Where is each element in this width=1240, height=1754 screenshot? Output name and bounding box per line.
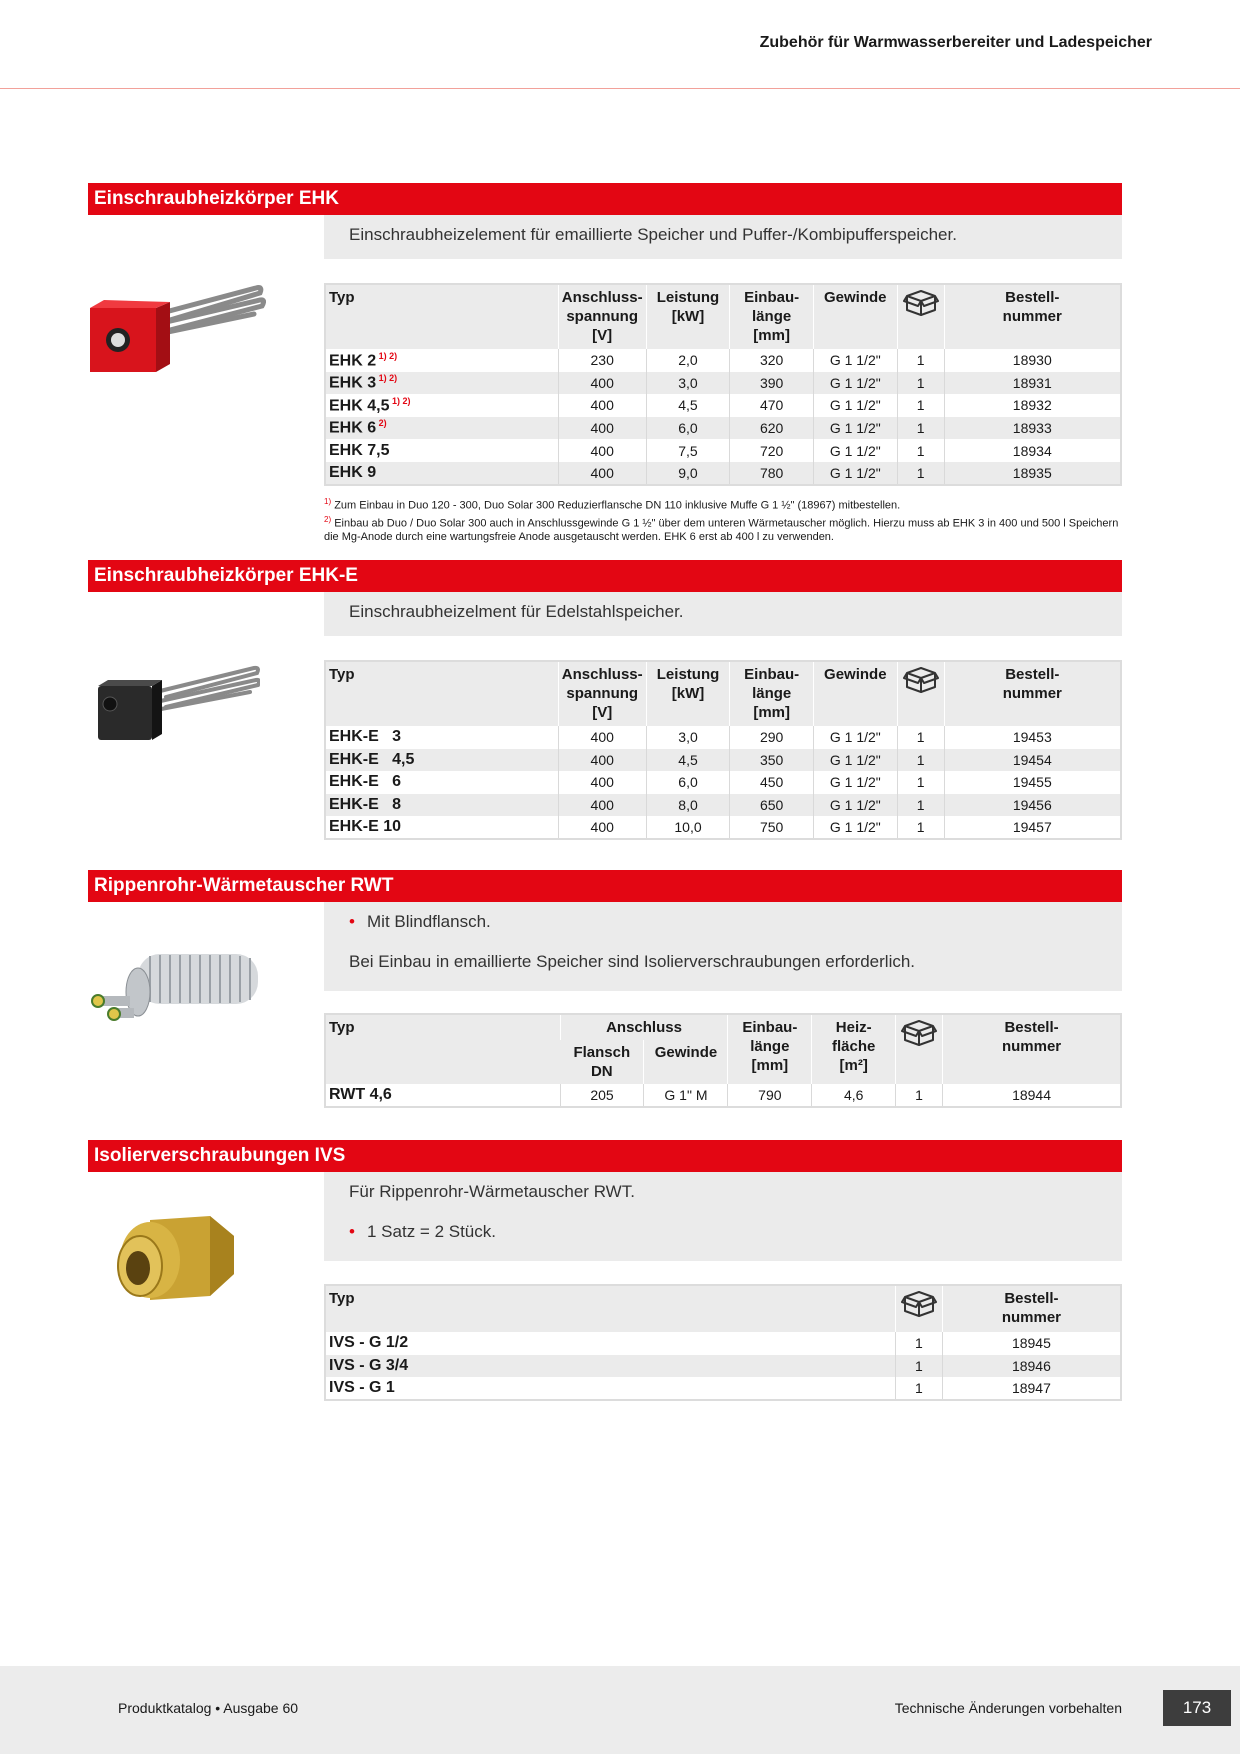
footnote-1: $^{1)}$ Zum Einbau in Duo 120 - 300, Duo Solar 300 Reduzierflansche DN 110 inklusive Muffe G 1 ½" (18967) mitbestellen. [324,497,901,512]
footnote-ref: 2) [376,418,387,429]
cell-menge: 1 [897,794,944,817]
cell-bestellnummer: 18946 [942,1355,1121,1378]
col-header-flansch: Flansch DN [560,1040,644,1084]
table-row [325,1377,1121,1400]
col-header-gewinde: Gewinde [813,284,897,349]
cell-gewinde: G 1" M [644,1084,728,1107]
cell-typ: EHK-E 10 [329,818,402,836]
cell-laenge: 470 [730,394,814,417]
cell-typ: EHK 3 $^{1) 2)}$ [325,372,558,395]
cell-spannung: 230 [558,349,646,372]
description-text: Einschraubheizelment für Edelstahlspeicher. [349,602,684,621]
col-header-flaeche: Heiz- fläche [m²] [812,1014,896,1084]
col-header-leistung: Leistung [kW] [646,661,730,726]
section-title-ivs: Isolierverschraubungen IVS [88,1140,1122,1172]
cell-bestellnummer: 19455 [944,771,1121,794]
table-row [325,1355,1121,1378]
cell-leistung: 4,5 [646,749,730,772]
cell-leistung: 6,0 [646,771,730,794]
page-number: 173 [1163,1690,1231,1726]
cell-leistung: 7,5 [646,439,730,462]
cell-laenge: 290 [730,726,814,749]
footnote-ref: 1) 2) [376,373,398,384]
ehk-table [324,283,1122,486]
cell-flansch: 205 [560,1084,644,1107]
cell-gewinde: G 1 1/2" [813,726,897,749]
col-header-bestell: Bestell- nummer [944,284,1121,349]
col-header-spannung: Anschluss- spannung [V] [558,284,646,349]
col-header-typ: Typ [325,1014,560,1084]
col-header-typ: Typ [325,284,558,349]
col-header-anschluss: Anschluss [560,1014,728,1040]
cell-typ: RWT 4,6 [329,1085,392,1103]
col-header-typ: Typ [325,661,558,726]
cell-bestellnummer: 19457 [944,816,1121,839]
cell-menge: 1 [895,1355,942,1378]
cell-gewinde: G 1 1/2" [813,816,897,839]
cell-typ: EHK-E 3 [329,728,402,746]
table-row [325,1084,1121,1107]
cell-typ: IVS - G 1/2 [329,1334,409,1352]
col-header-bestell: Bestell- nummer [942,1285,1121,1332]
cell-leistung: 6,0 [646,417,730,440]
cell-leistung: 10,0 [646,816,730,839]
col-header-package [897,284,944,349]
cell-gewinde: G 1 1/2" [813,394,897,417]
ivs-fitting-image [110,1212,240,1312]
col-header-package [895,1285,942,1332]
cell-laenge: 720 [730,439,814,462]
cell-laenge: 750 [730,816,814,839]
cell-menge: 1 [897,394,944,417]
cell-typ: EHK-E 4,5 [325,749,558,772]
ehk-heater-image [88,280,266,380]
table-row [325,726,1121,749]
cell-laenge: 790 [728,1084,812,1107]
cell-laenge: 320 [730,349,814,372]
ivs-table [324,1284,1122,1401]
table-row [325,1332,1121,1355]
table-row [325,749,1121,772]
cell-bestellnummer: 18945 [942,1332,1121,1355]
cell-bestellnummer: 18930 [944,349,1121,372]
cell-spannung: 400 [558,439,646,462]
cell-typ: EHK 6 $^{2)}$ [325,417,558,440]
bullet-item: • 1 Satz = 2 Stück. [349,1222,1097,1242]
cell-bestellnummer: 18932 [944,394,1121,417]
table-row [325,417,1121,440]
description-text: Bei Einbau in emaillierte Speicher sind Isolierverschraubungen erforderlich. [349,952,916,971]
cell-leistung: 4,5 [646,394,730,417]
table-row [325,372,1121,395]
cell-bestellnummer: 18933 [944,417,1121,440]
cell-gewinde: G 1 1/2" [813,349,897,372]
cell-menge: 1 [897,417,944,440]
header-divider [0,88,1240,89]
cell-leistung: 2,0 [646,349,730,372]
table-row [325,794,1121,817]
cell-bestellnummer: 18931 [944,372,1121,395]
col-header-leistung: Leistung [kW] [646,284,730,349]
col-header-laenge: Einbau- länge [mm] [730,661,814,726]
cell-gewinde: G 1 1/2" [813,372,897,395]
cell-menge: 1 [897,349,944,372]
cell-typ: IVS - G 3/4 [325,1355,895,1378]
section-description-rwt [324,902,1122,991]
cell-leistung: 3,0 [646,726,730,749]
cell-spannung: 400 [558,816,646,839]
section-title-ehk: Einschraubheizkörper EHK [88,183,1122,215]
cell-spannung: 400 [558,771,646,794]
col-header-bestell: Bestell- nummer [944,661,1121,726]
bullet-item: • Mit Blindflansch. [349,912,1097,932]
col-header-spannung: Anschluss- spannung [V] [558,661,646,726]
rwt-table [324,1013,1122,1108]
cell-spannung: 400 [558,726,646,749]
cell-spannung: 400 [558,462,646,485]
rwt-heat-exchanger-image [90,950,262,1026]
cell-bestellnummer: 18944 [943,1084,1121,1107]
col-header-gewinde: Gewinde [813,661,897,726]
package-icon [901,1018,937,1046]
col-header-rwt-gewinde: Gewinde [644,1040,728,1084]
cell-bestellnummer: 19454 [944,749,1121,772]
package-icon [903,288,939,316]
cell-laenge: 350 [730,749,814,772]
cell-laenge: 450 [730,771,814,794]
package-icon [903,665,939,693]
cell-typ: EHK-E 6 [329,773,402,791]
cell-typ: EHK 9 [325,462,558,485]
section-title-ehke: Einschraubheizkörper EHK-E [88,560,1122,592]
cell-spannung: 400 [558,372,646,395]
cell-laenge: 620 [730,417,814,440]
cell-bestellnummer: 18935 [944,462,1121,485]
cell-gewinde: G 1 1/2" [813,771,897,794]
cell-leistung: 9,0 [646,462,730,485]
cell-menge: 1 [897,439,944,462]
cell-menge: 1 [897,749,944,772]
cell-typ: EHK-E 8 [325,794,558,817]
cell-menge: 1 [897,462,944,485]
cell-typ: EHK 4,5 $^{1) 2)}$ [329,395,411,415]
table-row [325,462,1121,485]
cell-typ: EHK 7,5 [329,441,390,459]
cell-spannung: 400 [558,794,646,817]
ehk-footnotes [324,495,1122,544]
cell-typ: IVS - G 1 [329,1378,395,1396]
table-row [325,771,1121,794]
col-header-typ: Typ [325,1285,895,1332]
col-header-package [896,1014,943,1084]
table-row [325,394,1121,417]
cell-menge: 1 [895,1377,942,1400]
footnote-2: $^{2)}$ Einbau ab Duo / Duo Solar 300 auch in Anschlussgewinde G 1 ½" über dem unteren Wärmetauscher möglich. Hierzu muss ab EHK 3 in 400 und 500 l Speichern die Mg-Anode durch eine wartungsfreie Anode ausgetauscht werden. EHK 6 erst ab 400 l zu verwenden. [324,514,1119,544]
cell-laenge: 650 [730,794,814,817]
ehke-table [324,660,1122,840]
section-description-ehke [324,592,1122,636]
cell-leistung: 3,0 [646,372,730,395]
cell-gewinde: G 1 1/2" [813,462,897,485]
cell-leistung: 8,0 [646,794,730,817]
cell-menge: 1 [896,1084,943,1107]
cell-menge: 1 [897,816,944,839]
page-header-title: Zubehör für Warmwasserbereiter und Ladespeicher [759,34,1152,51]
cell-laenge: 390 [730,372,814,395]
cell-menge: 1 [895,1332,942,1355]
cell-laenge: 780 [730,462,814,485]
cell-gewinde: G 1 1/2" [813,749,897,772]
section-description-ivs [324,1172,1122,1261]
section-description-ehk [324,215,1122,259]
ehke-heater-image [94,664,260,744]
col-header-bestell: Bestell- nummer [943,1014,1121,1084]
description-text: Für Rippenrohr-Wärmetauscher RWT. [349,1182,635,1201]
footnote-ref: 1) 2) [389,395,411,406]
footer-disclaimer: Technische Änderungen vorbehalten [894,1700,1122,1716]
cell-gewinde: G 1 1/2" [813,417,897,440]
cell-typ: EHK 2 $^{1) 2)}$ [329,350,398,369]
cell-spannung: 400 [558,749,646,772]
section-title-rwt: Rippenrohr-Wärmetauscher RWT [88,870,1122,902]
description-text: Einschraubheizelement für emaillierte Speicher und Puffer-/Kombipufferspeicher. [349,225,957,244]
footer-catalog-edition: Produktkatalog • Ausgabe 60 [118,1700,299,1716]
cell-bestellnummer: 18934 [944,439,1121,462]
cell-gewinde: G 1 1/2" [813,794,897,817]
table-row [325,439,1121,462]
table-row [325,816,1121,839]
col-header-laenge: Einbau- länge [mm] [730,284,814,349]
table-row [325,349,1121,372]
col-header-laenge: Einbau- länge [mm] [728,1014,812,1084]
footnote-ref: 1) 2) [376,350,398,361]
cell-gewinde: G 1 1/2" [813,439,897,462]
package-icon [901,1289,937,1317]
cell-bestellnummer: 19456 [944,794,1121,817]
cell-menge: 1 [897,726,944,749]
cell-bestellnummer: 18947 [942,1377,1121,1400]
cell-bestellnummer: 19453 [944,726,1121,749]
cell-menge: 1 [897,372,944,395]
cell-menge: 1 [897,771,944,794]
col-header-package [897,661,944,726]
cell-heizflaeche: 4,6 [812,1084,896,1107]
cell-spannung: 400 [558,394,646,417]
cell-spannung: 400 [558,417,646,440]
